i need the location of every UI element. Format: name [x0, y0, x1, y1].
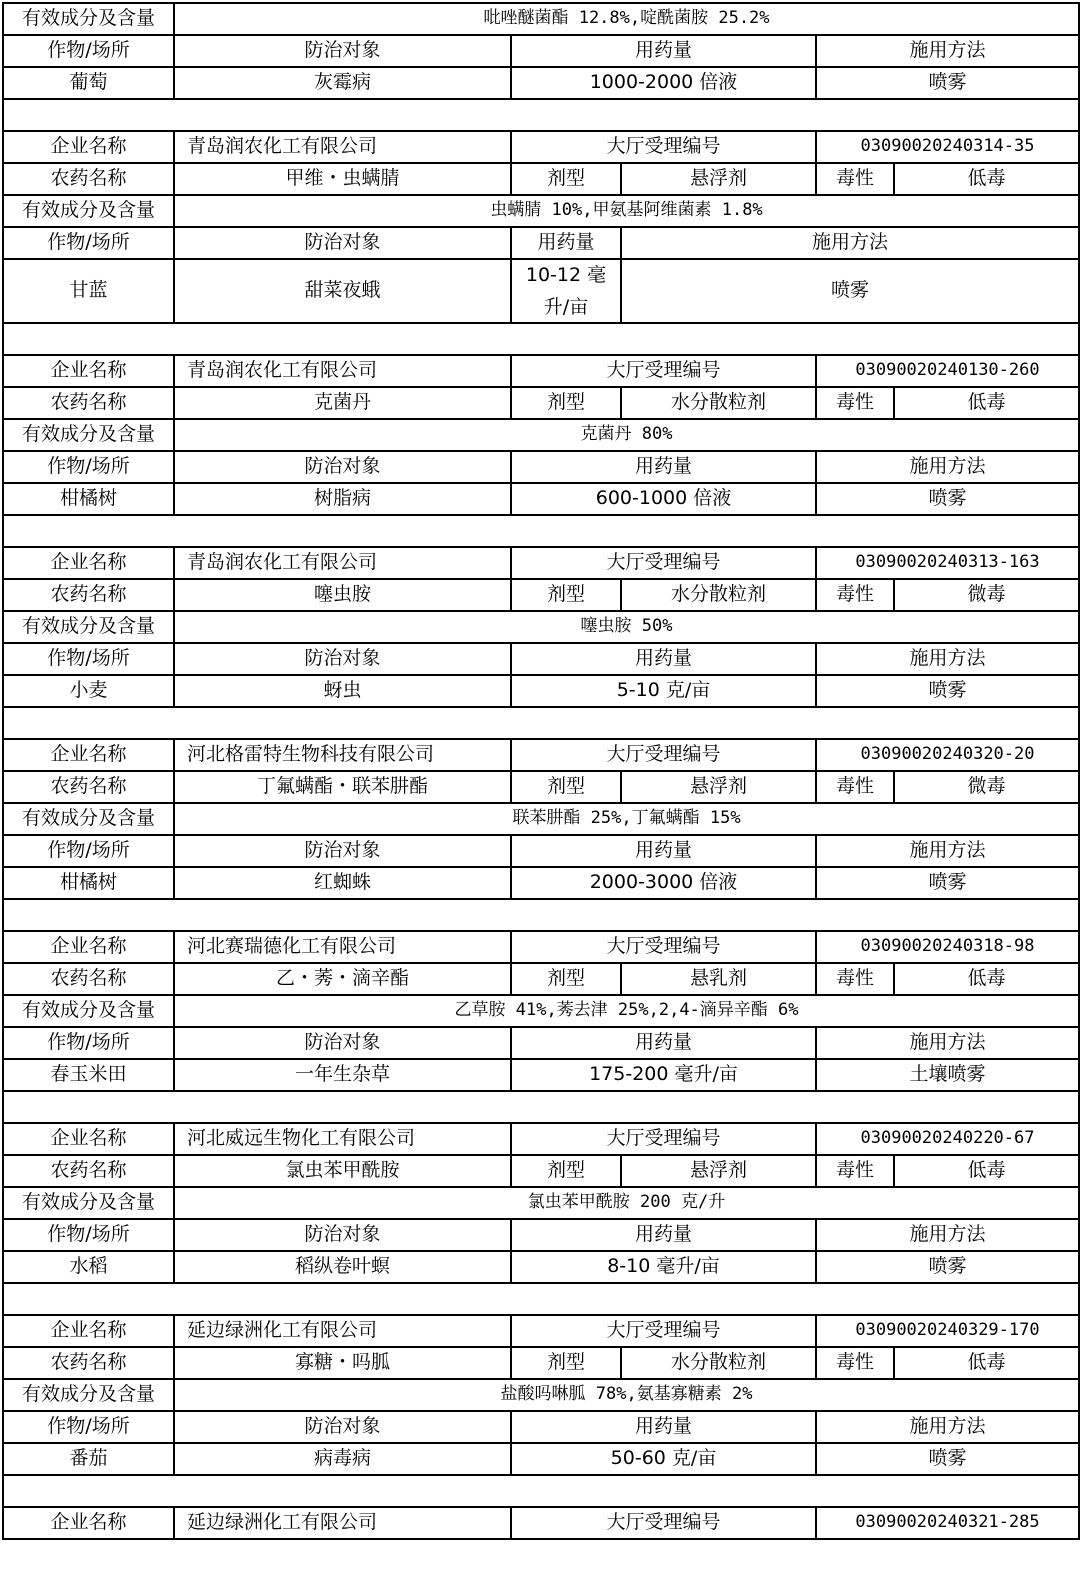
method-value: 喷雾: [815, 866, 1080, 900]
spacer-row: [2, 706, 1080, 740]
method-value: 喷雾: [815, 1442, 1080, 1476]
formulation-value: 水分散粒剂: [620, 578, 817, 612]
spacer-row: [2, 514, 1080, 548]
target-value: 稻纵卷叶螟: [173, 1250, 512, 1284]
label-ingredient: 有效成分及含量: [2, 994, 175, 1028]
crop-value: 小麦: [2, 674, 175, 708]
label-method: 施用方法: [620, 226, 1080, 260]
ingredient-value: 虫螨腈 10%,甲氨基阿维菌素 1.8%: [173, 194, 1080, 228]
dosage-value: 1000-2000 倍液: [510, 66, 817, 100]
label-formulation: 剂型: [510, 1346, 622, 1380]
toxicity-value: 低毒: [893, 162, 1080, 196]
hall-no-value: 03090020240220-67: [815, 1122, 1080, 1156]
target-value: 一年生杂草: [173, 1058, 512, 1092]
company-value: 青岛润农化工有限公司: [173, 354, 512, 388]
label-formulation: 剂型: [510, 578, 622, 612]
label-company: 企业名称: [2, 354, 175, 388]
company-value: 延边绿洲化工有限公司: [173, 1314, 512, 1348]
spacer-row: [2, 1282, 1080, 1316]
label-dosage: 用药量: [510, 1218, 817, 1252]
method-value: 喷雾: [815, 674, 1080, 708]
formulation-value: 水分散粒剂: [620, 1346, 817, 1380]
label-toxicity: 毒性: [815, 770, 895, 804]
formulation-value: 悬浮剂: [620, 770, 817, 804]
company-value: 河北赛瑞德化工有限公司: [173, 930, 512, 964]
toxicity-value: 低毒: [893, 1346, 1080, 1380]
toxicity-value: 低毒: [893, 962, 1080, 996]
dosage-value: 5-10 克/亩: [510, 674, 817, 708]
label-method: 施用方法: [815, 642, 1080, 676]
label-toxicity: 毒性: [815, 1154, 895, 1188]
crop-value: 春玉米田: [2, 1058, 175, 1092]
dosage-value: 50-60 克/亩: [510, 1442, 817, 1476]
label-target: 防治对象: [173, 34, 512, 68]
label-target: 防治对象: [173, 226, 512, 260]
label-toxicity: 毒性: [815, 386, 895, 420]
target-value: 树脂病: [173, 482, 512, 516]
label-pesticide: 农药名称: [2, 962, 175, 996]
label-target: 防治对象: [173, 450, 512, 484]
ingredient-value: 乙草胺 41%,莠去津 25%,2,4-滴异辛酯 6%: [173, 994, 1080, 1028]
hall-no-value: 03090020240130-260: [815, 354, 1080, 388]
label-company: 企业名称: [2, 1506, 175, 1540]
formulation-value: 悬乳剂: [620, 962, 817, 996]
crop-value: 葡萄: [2, 66, 175, 100]
label-method: 施用方法: [815, 34, 1080, 68]
label-method: 施用方法: [815, 450, 1080, 484]
formulation-value: 水分散粒剂: [620, 386, 817, 420]
label-hall-no: 大厅受理编号: [510, 930, 817, 964]
dosage-value: 8-10 毫升/亩: [510, 1250, 817, 1284]
label-toxicity: 毒性: [815, 578, 895, 612]
label-dosage: 用药量: [510, 226, 622, 260]
label-dosage: 用药量: [510, 834, 817, 868]
label-company: 企业名称: [2, 130, 175, 164]
label-method: 施用方法: [815, 1410, 1080, 1444]
dosage-value: 2000-3000 倍液: [510, 866, 817, 900]
label-ingredient: 有效成分及含量: [2, 802, 175, 836]
label-dosage: 用药量: [510, 34, 817, 68]
spacer-row: [2, 98, 1080, 132]
method-value: 土壤喷雾: [815, 1058, 1080, 1092]
spacer-row: [2, 1474, 1080, 1508]
label-hall-no: 大厅受理编号: [510, 1506, 817, 1540]
pesticide-name-value: 甲维・虫螨腈: [173, 162, 512, 196]
label-target: 防治对象: [173, 1026, 512, 1060]
label-pesticide: 农药名称: [2, 1154, 175, 1188]
label-crop: 作物/场所: [2, 226, 175, 260]
company-value: 河北格雷特生物科技有限公司: [173, 738, 512, 772]
label-company: 企业名称: [2, 1122, 175, 1156]
toxicity-value: 低毒: [893, 1154, 1080, 1188]
label-pesticide: 农药名称: [2, 386, 175, 420]
method-value: 喷雾: [815, 66, 1080, 100]
spacer-row: [2, 1090, 1080, 1124]
pesticide-name-value: 乙・莠・滴辛酯: [173, 962, 512, 996]
label-dosage: 用药量: [510, 1410, 817, 1444]
formulation-value: 悬浮剂: [620, 1154, 817, 1188]
label-formulation: 剂型: [510, 1154, 622, 1188]
label-pesticide: 农药名称: [2, 1346, 175, 1380]
label-ingredient: 有效成分及含量: [2, 1186, 175, 1220]
label-ingredient: 有效成分及含量: [2, 610, 175, 644]
crop-value: 柑橘树: [2, 866, 175, 900]
label-pesticide: 农药名称: [2, 162, 175, 196]
crop-value: 甘蓝: [2, 258, 175, 324]
label-pesticide: 农药名称: [2, 578, 175, 612]
pesticide-name-value: 寡糖・吗胍: [173, 1346, 512, 1380]
ingredient-value: 吡唑醚菌酯 12.8%,啶酰菌胺 25.2%: [173, 2, 1080, 36]
label-formulation: 剂型: [510, 162, 622, 196]
label-dosage: 用药量: [510, 450, 817, 484]
spacer-row: [2, 322, 1080, 356]
ingredient-value: 氯虫苯甲酰胺 200 克/升: [173, 1186, 1080, 1220]
label-target: 防治对象: [173, 642, 512, 676]
label-method: 施用方法: [815, 834, 1080, 868]
label-ingredient: 有效成分及含量: [2, 2, 175, 36]
dosage-value: 175-200 毫升/亩: [510, 1058, 817, 1092]
label-dosage: 用药量: [510, 642, 817, 676]
hall-no-value: 03090020240318-98: [815, 930, 1080, 964]
label-hall-no: 大厅受理编号: [510, 738, 817, 772]
label-dosage: 用药量: [510, 1026, 817, 1060]
ingredient-value: 克菌丹 80%: [173, 418, 1080, 452]
ingredient-value: 联苯肼酯 25%,丁氟螨酯 15%: [173, 802, 1080, 836]
label-company: 企业名称: [2, 738, 175, 772]
company-value: 青岛润农化工有限公司: [173, 546, 512, 580]
crop-value: 柑橘树: [2, 482, 175, 516]
label-company: 企业名称: [2, 1314, 175, 1348]
label-hall-no: 大厅受理编号: [510, 1122, 817, 1156]
label-crop: 作物/场所: [2, 1218, 175, 1252]
ingredient-value: 盐酸吗啉胍 78%,氨基寡糖素 2%: [173, 1378, 1080, 1412]
label-crop: 作物/场所: [2, 642, 175, 676]
label-company: 企业名称: [2, 930, 175, 964]
hall-no-value: 03090020240313-163: [815, 546, 1080, 580]
label-ingredient: 有效成分及含量: [2, 418, 175, 452]
pesticide-name-value: 噻虫胺: [173, 578, 512, 612]
ingredient-value: 噻虫胺 50%: [173, 610, 1080, 644]
company-value: 河北威远生物化工有限公司: [173, 1122, 512, 1156]
target-value: 病毒病: [173, 1442, 512, 1476]
pesticide-name-value: 氯虫苯甲酰胺: [173, 1154, 512, 1188]
target-value: 蚜虫: [173, 674, 512, 708]
label-target: 防治对象: [173, 1218, 512, 1252]
method-value: 喷雾: [815, 1250, 1080, 1284]
label-target: 防治对象: [173, 1410, 512, 1444]
dosage-value: 10-12 毫升/亩: [510, 258, 622, 324]
toxicity-value: 低毒: [893, 386, 1080, 420]
label-toxicity: 毒性: [815, 162, 895, 196]
pesticide-name-value: 丁氟螨酯・联苯肼酯: [173, 770, 512, 804]
hall-no-value: 03090020240329-170: [815, 1314, 1080, 1348]
company-value: 延边绿洲化工有限公司: [173, 1506, 512, 1540]
formulation-value: 悬浮剂: [620, 162, 817, 196]
label-formulation: 剂型: [510, 962, 622, 996]
target-value: 灰霉病: [173, 66, 512, 100]
label-ingredient: 有效成分及含量: [2, 194, 175, 228]
label-crop: 作物/场所: [2, 450, 175, 484]
label-crop: 作物/场所: [2, 834, 175, 868]
label-crop: 作物/场所: [2, 1410, 175, 1444]
method-value: 喷雾: [620, 258, 1080, 324]
hall-no-value: 03090020240321-285: [815, 1506, 1080, 1540]
label-hall-no: 大厅受理编号: [510, 546, 817, 580]
label-company: 企业名称: [2, 546, 175, 580]
label-method: 施用方法: [815, 1218, 1080, 1252]
label-hall-no: 大厅受理编号: [510, 1314, 817, 1348]
pesticide-name-value: 克菌丹: [173, 386, 512, 420]
label-ingredient: 有效成分及含量: [2, 1378, 175, 1412]
label-toxicity: 毒性: [815, 962, 895, 996]
crop-value: 水稻: [2, 1250, 175, 1284]
toxicity-value: 微毒: [893, 770, 1080, 804]
label-crop: 作物/场所: [2, 1026, 175, 1060]
label-target: 防治对象: [173, 834, 512, 868]
label-hall-no: 大厅受理编号: [510, 354, 817, 388]
spacer-row: [2, 898, 1080, 932]
hall-no-value: 03090020240320-20: [815, 738, 1080, 772]
target-value: 红蜘蛛: [173, 866, 512, 900]
dosage-value: 600-1000 倍液: [510, 482, 817, 516]
method-value: 喷雾: [815, 482, 1080, 516]
label-crop: 作物/场所: [2, 34, 175, 68]
label-formulation: 剂型: [510, 386, 622, 420]
label-method: 施用方法: [815, 1026, 1080, 1060]
label-pesticide: 农药名称: [2, 770, 175, 804]
hall-no-value: 03090020240314-35: [815, 130, 1080, 164]
label-formulation: 剂型: [510, 770, 622, 804]
toxicity-value: 微毒: [893, 578, 1080, 612]
company-value: 青岛润农化工有限公司: [173, 130, 512, 164]
target-value: 甜菜夜蛾: [173, 258, 512, 324]
label-hall-no: 大厅受理编号: [510, 130, 817, 164]
crop-value: 番茄: [2, 1442, 175, 1476]
label-toxicity: 毒性: [815, 1346, 895, 1380]
